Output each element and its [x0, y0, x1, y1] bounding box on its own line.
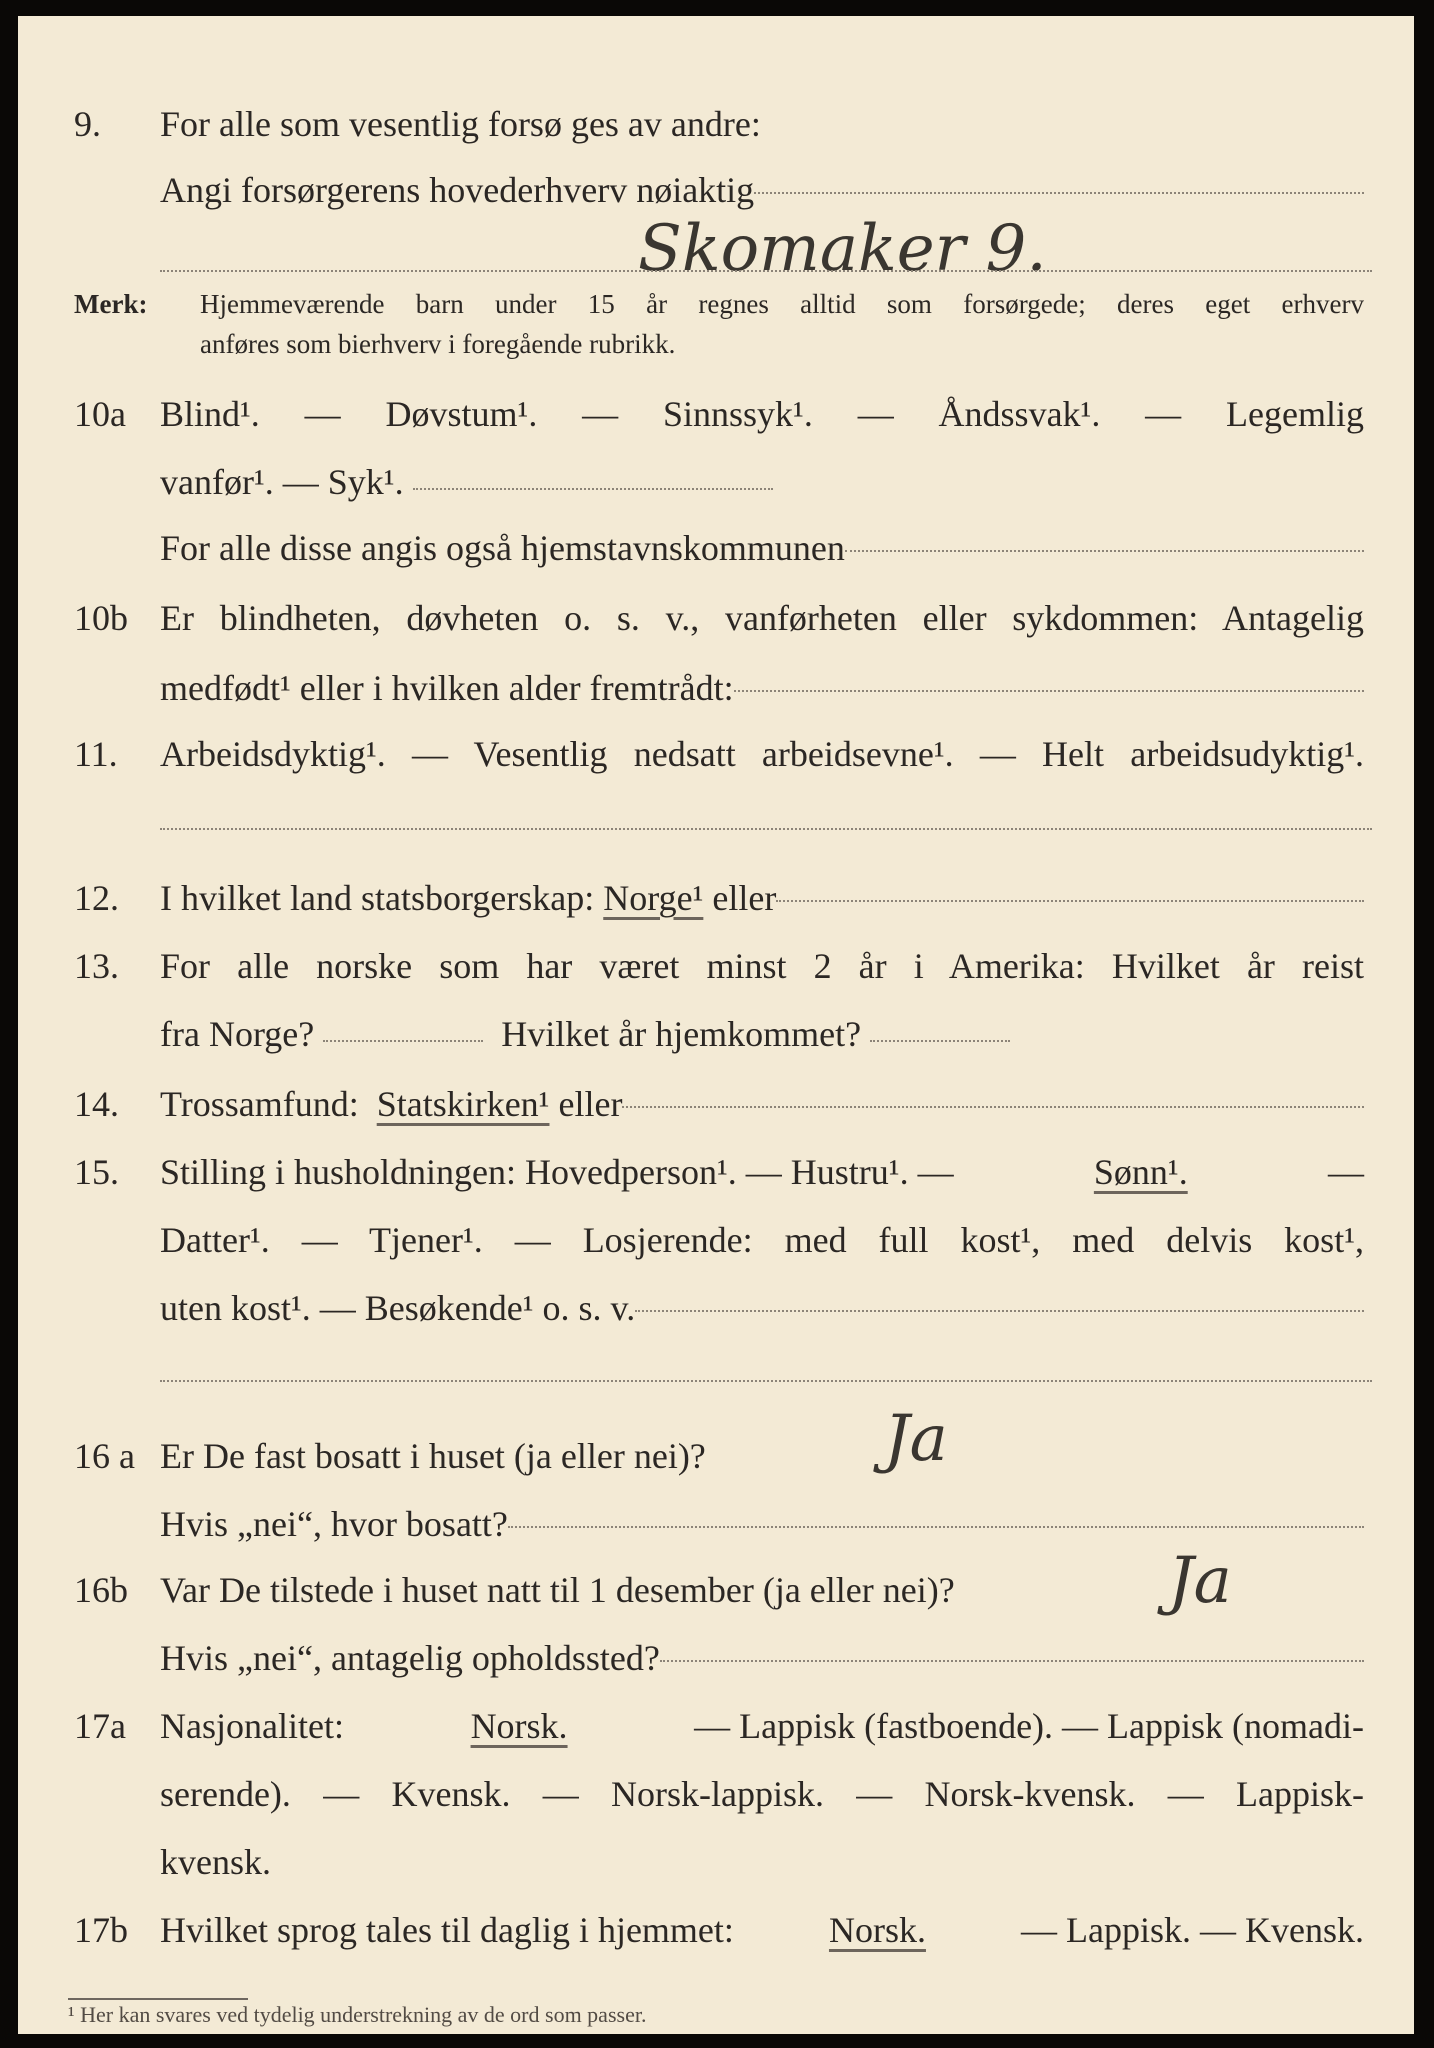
q10a-line2: vanfør¹. — Syk¹. — [160, 462, 404, 502]
q10b-row — [18, 590, 1414, 646]
q15-extra-fill-line — [160, 1380, 1372, 1382]
q11-number: 11. — [74, 734, 118, 774]
q10a-line3: For alle disse angis også hjemstavnskommunen — [160, 528, 845, 568]
q17a-line3: kvensk. — [160, 1842, 271, 1882]
q9-fill-line — [754, 186, 1364, 194]
q13-year-returned-fill — [870, 1034, 1010, 1042]
q17b-row — [18, 1902, 1414, 1958]
q16a-handwritten-answer: Ja — [884, 1402, 948, 1476]
q17a-row3 — [18, 1834, 1414, 1890]
q16a-line2: Hvis „nei“, hvor bosatt? — [160, 1504, 508, 1544]
q16b-fill-line — [660, 1654, 1364, 1662]
q17a-prefix: Nasjonalitet: — [160, 1706, 344, 1746]
q12-row — [18, 870, 1414, 926]
q17b-number: 17b — [74, 1910, 128, 1950]
q17b-norsk-underlined: Norsk. — [828, 1910, 926, 1950]
q13-row2 — [18, 1006, 1414, 1062]
q10a-row3 — [18, 520, 1414, 576]
q9-row — [18, 96, 1414, 152]
q9-line2: Angi forsørgerens hovederhverv nøiaktig — [160, 170, 755, 210]
merk-label: Merk: — [74, 289, 148, 319]
merk-line1: Hjemmeværende barn under 15 år regnes alltid som forsørgede; deres eget erhverv — [200, 289, 1364, 319]
q16a-line1: Er De fast bosatt i huset (ja eller nei)? — [160, 1436, 706, 1476]
q15-line1-prefix: Stilling i husholdningen: Hovedperson¹. — Hustru¹. — — [160, 1152, 954, 1192]
q13-number: 13. — [74, 946, 119, 986]
q16b-line2: Hvis „nei“, antagelig opholdssted? — [160, 1638, 660, 1678]
q10b-row2 — [18, 660, 1414, 716]
q15-row2 — [18, 1212, 1414, 1268]
q9-handwritten-answer: Skomaker 9. — [638, 212, 1047, 286]
q9-line1: For alle som vesentlig forsø ges av andre: — [160, 104, 761, 144]
footnote: ¹ Her kan svares ved tydelig understrekning av de ord som passer. — [68, 2002, 647, 2027]
q14-statskirken-underlined: Statskirken¹ — [376, 1084, 550, 1124]
q10b-line2: medfødt¹ eller i hvilken alder fremtrådt: — [160, 668, 734, 708]
q16b-number: 16b — [74, 1570, 128, 1610]
q16a-number: 16 a — [74, 1436, 135, 1476]
q11-line1: Arbeidsdyktig¹. — Vesentlig nedsatt arbeidsevne¹. — Helt arbeidsudyktig¹. — [160, 734, 1364, 774]
q17a-number: 17a — [74, 1706, 126, 1746]
q13-part1: fra Norge? — [160, 1014, 315, 1054]
q14-suffix: eller — [558, 1084, 623, 1124]
footnote-rule — [68, 1998, 248, 2000]
q17a-row2 — [18, 1766, 1414, 1822]
q10a-line1: Blind¹. — Døvstum¹. — Sinnssyk¹. — Åndssvak¹. — Legemlig — [160, 394, 1364, 434]
q15-row3 — [18, 1280, 1414, 1336]
q13-year-left-fill — [323, 1034, 483, 1042]
q15-line2: Datter¹. — Tjener¹. — Losjerende: med full kost¹, med delvis kost¹, — [160, 1220, 1364, 1260]
q17b-prefix: Hvilket sprog tales til daglig i hjemmet: — [160, 1910, 734, 1950]
q13-line1: For alle norske som har været minst 2 år i Amerika: Hvilket år reist — [160, 946, 1364, 986]
q14-prefix: Trossamfund: — [160, 1084, 359, 1124]
q9-number: 9. — [74, 104, 101, 144]
q17b-suffix: — Lappisk. — Kvensk. — [1021, 1910, 1364, 1950]
q12-norge-underlined: Norge¹ — [603, 878, 704, 918]
q10b-line1: Er blindheten, døvheten o. s. v., vanførheten eller sykdommen: Antagelig — [160, 598, 1364, 638]
q16b-row2 — [18, 1630, 1414, 1686]
q16b-handwritten-answer: Ja — [1168, 1544, 1232, 1618]
q14-fill-line — [622, 1100, 1364, 1108]
q10b-number: 10b — [74, 598, 128, 638]
q16a-fill-line — [508, 1520, 1364, 1528]
q10a-hjemstavn-fill — [845, 544, 1364, 552]
q11-fill-line — [160, 828, 1372, 830]
q14-row — [18, 1076, 1414, 1132]
q15-line3: uten kost¹. — Besøkende¹ o. s. v. — [160, 1288, 636, 1328]
q15-sonn-underlined: Sønn¹. — [1093, 1152, 1188, 1192]
q15-number: 15. — [74, 1152, 119, 1192]
q15-fill-line — [635, 1304, 1364, 1312]
q13-part2: Hvilket år hjemkommet? — [501, 1014, 862, 1054]
q17a-line1-suffix: — Lappisk (fastboende). — Lappisk (nomadi- — [694, 1706, 1364, 1746]
census-form-page — [18, 16, 1414, 2034]
q12-suffix: eller — [712, 878, 777, 918]
q10a-row2 — [18, 454, 1414, 510]
q12-prefix: I hvilket land statsborgerskap: — [160, 878, 595, 918]
q12-number: 12. — [74, 878, 119, 918]
q10a-fill-line — [413, 482, 773, 490]
q13-row — [18, 938, 1414, 994]
q12-fill-line — [776, 894, 1364, 902]
q11-row — [18, 726, 1414, 782]
q10a-number: 10a — [74, 394, 126, 434]
q16a-row — [18, 1428, 1414, 1484]
q17a-row — [18, 1698, 1414, 1754]
q17a-norsk-underlined: Norsk. — [470, 1706, 568, 1746]
q14-number: 14. — [74, 1084, 119, 1124]
merk-line2: anføres som bierhverv i foregående rubrikk. — [200, 329, 676, 359]
q16b-line1: Var De tilstede i huset natt til 1 desember (ja eller nei)? — [160, 1570, 955, 1610]
q15-row — [18, 1144, 1414, 1200]
q17a-line2: serende). — Kvensk. — Norsk-lappisk. — Norsk-kvensk. — Lappisk- — [160, 1774, 1364, 1814]
q9-row2 — [18, 162, 1414, 218]
q10b-fill-line — [734, 684, 1364, 692]
q10a-row — [18, 386, 1414, 442]
q15-line1-suffix: — — [1328, 1152, 1364, 1192]
q9-answer-line — [160, 270, 1372, 272]
